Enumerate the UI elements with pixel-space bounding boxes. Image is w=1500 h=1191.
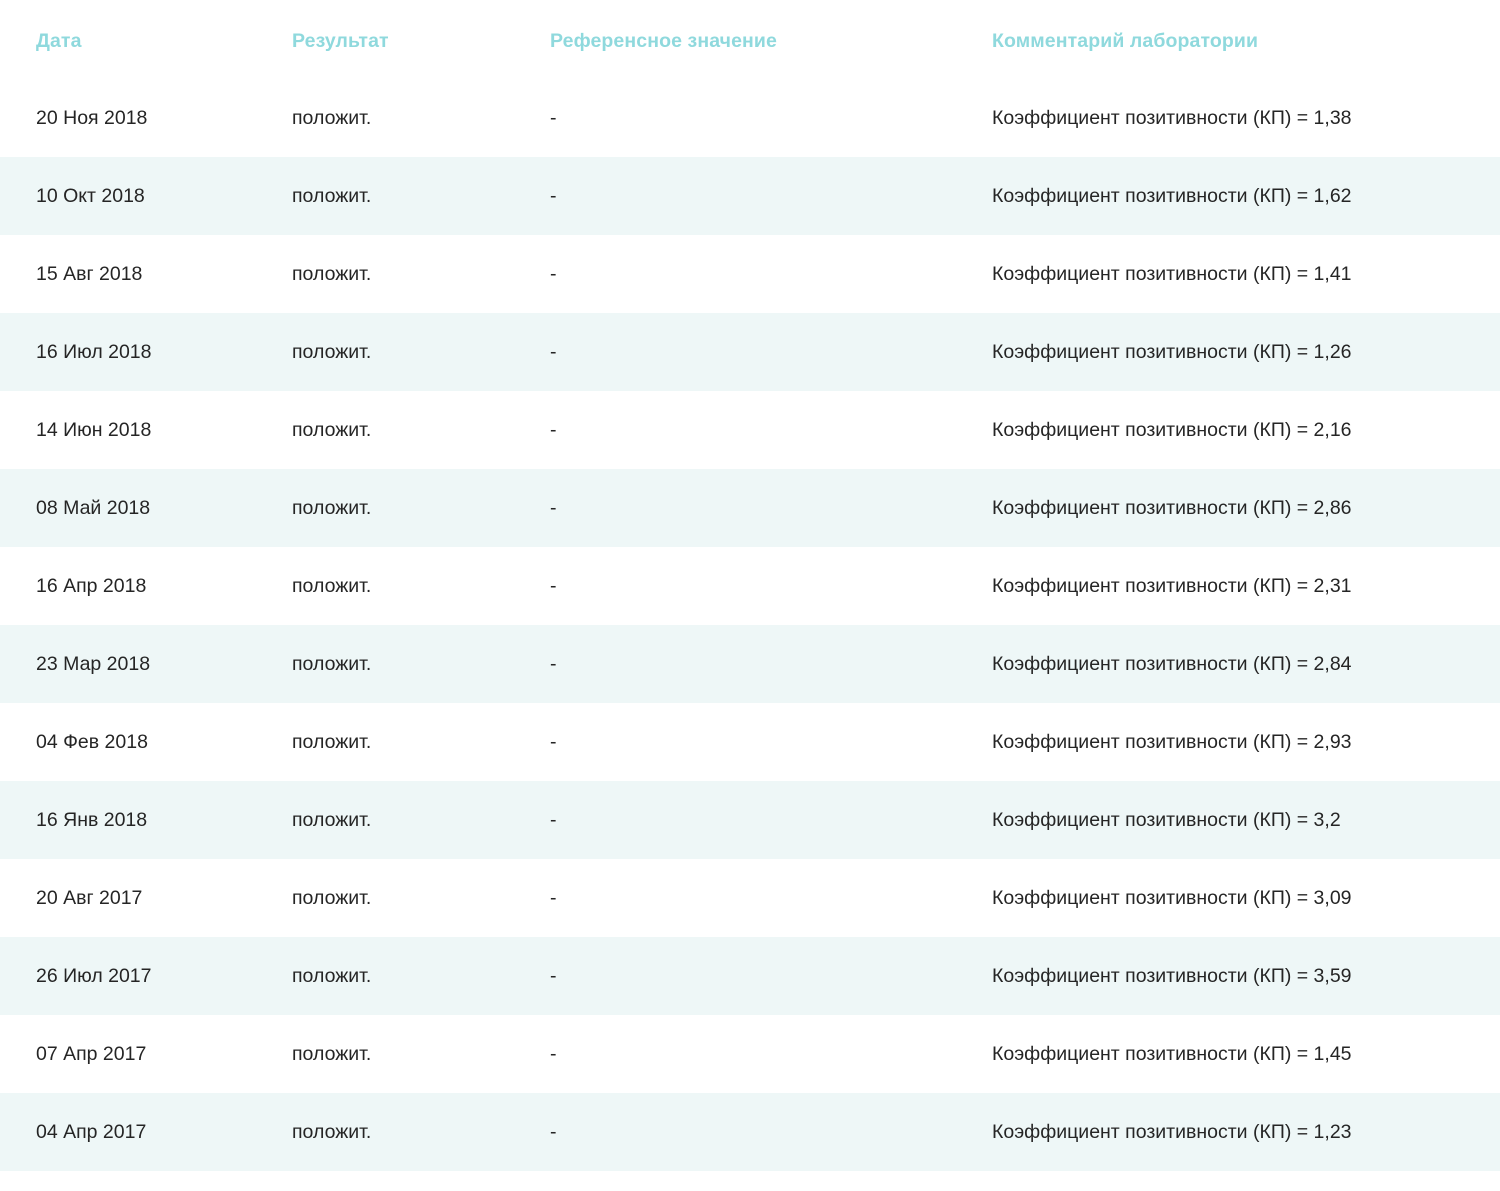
cell-reference: - [550, 731, 557, 753]
cell-result: положит. [292, 731, 372, 753]
cell-date: 04 Апр 2017 [36, 1121, 147, 1143]
cell-comment: Коэффициент позитивности (КП) = 2,86 [992, 497, 1352, 519]
table-body [0, 79, 1500, 1171]
table-row [0, 859, 1500, 937]
cell-reference: - [550, 1043, 557, 1065]
cell-date: 16 Июл 2018 [36, 341, 152, 363]
cell-reference: - [550, 887, 557, 909]
cell-result: положит. [292, 1043, 372, 1065]
cell-date: 07 Апр 2017 [36, 1043, 147, 1065]
cell-date: 08 Май 2018 [36, 497, 151, 519]
cell-result: положит. [292, 107, 372, 129]
table-row [0, 157, 1500, 235]
cell-result: положит. [292, 809, 372, 831]
cell-comment: Коэффициент позитивности (КП) = 2,84 [992, 653, 1352, 675]
cell-result: положит. [292, 419, 372, 441]
cell-result: положит. [292, 965, 372, 987]
cell-result: положит. [292, 1121, 372, 1143]
cell-result: положит. [292, 887, 372, 909]
table-header-row [0, 0, 1500, 79]
cell-reference: - [550, 575, 557, 597]
cell-date: 20 Ноя 2018 [36, 107, 148, 129]
cell-date: 16 Апр 2018 [36, 575, 147, 597]
cell-result: положит. [292, 575, 372, 597]
cell-reference: - [550, 263, 557, 285]
cell-comment: Коэффициент позитивности (КП) = 3,59 [992, 965, 1352, 987]
cell-reference: - [550, 965, 557, 987]
cell-date: 20 Авг 2017 [36, 887, 143, 909]
column-header-reference: Референсное значение [550, 0, 992, 79]
column-header-date: Дата [0, 0, 292, 79]
table-row [0, 781, 1500, 859]
cell-result: положит. [292, 263, 372, 285]
cell-comment: Коэффициент позитивности (КП) = 2,31 [992, 575, 1352, 597]
cell-comment: Коэффициент позитивности (КП) = 3,2 [992, 809, 1341, 831]
cell-result: положит. [292, 497, 372, 519]
cell-reference: - [550, 419, 557, 441]
table-row [0, 547, 1500, 625]
table-row [0, 937, 1500, 1015]
cell-comment: Коэффициент позитивности (КП) = 2,93 [992, 731, 1352, 753]
cell-comment: Коэффициент позитивности (КП) = 1,62 [992, 185, 1352, 207]
cell-comment: Коэффициент позитивности (КП) = 1,41 [992, 263, 1352, 285]
cell-comment: Коэффициент позитивности (КП) = 1,23 [992, 1121, 1352, 1143]
cell-date: 23 Мар 2018 [36, 653, 151, 675]
cell-reference: - [550, 341, 557, 363]
table-row [0, 79, 1500, 157]
table-header [0, 0, 1500, 79]
cell-comment: Коэффициент позитивности (КП) = 2,16 [992, 419, 1352, 441]
cell-date: 14 Июн 2018 [36, 419, 152, 441]
cell-reference: - [550, 497, 557, 519]
cell-reference: - [550, 1121, 557, 1143]
cell-date: 26 Июл 2017 [36, 965, 152, 987]
table-row [0, 235, 1500, 313]
cell-date: 16 Янв 2018 [36, 809, 148, 831]
cell-result: положит. [292, 653, 372, 675]
cell-result: положит. [292, 185, 372, 207]
cell-reference: - [550, 107, 557, 129]
table-row [0, 625, 1500, 703]
table-row [0, 1093, 1500, 1171]
cell-result: положит. [292, 341, 372, 363]
column-header-result: Результат [292, 0, 550, 79]
cell-date: 10 Окт 2018 [36, 185, 145, 207]
table-row [0, 313, 1500, 391]
cell-comment: Коэффициент позитивности (КП) = 1,45 [992, 1043, 1352, 1065]
cell-comment: Коэффициент позитивности (КП) = 3,09 [992, 887, 1352, 909]
cell-comment: Коэффициент позитивности (КП) = 1,26 [992, 341, 1352, 363]
cell-date: 04 Фев 2018 [36, 731, 148, 753]
table-row [0, 1015, 1500, 1093]
cell-date: 15 Авг 2018 [36, 263, 143, 285]
cell-reference: - [550, 809, 557, 831]
column-header-comment: Комментарий лаборатории [992, 0, 1500, 79]
table-row [0, 469, 1500, 547]
cell-reference: - [550, 185, 557, 207]
cell-reference: - [550, 653, 557, 675]
table-row [0, 703, 1500, 781]
cell-comment: Коэффициент позитивности (КП) = 1,38 [992, 107, 1352, 129]
table-row [0, 391, 1500, 469]
